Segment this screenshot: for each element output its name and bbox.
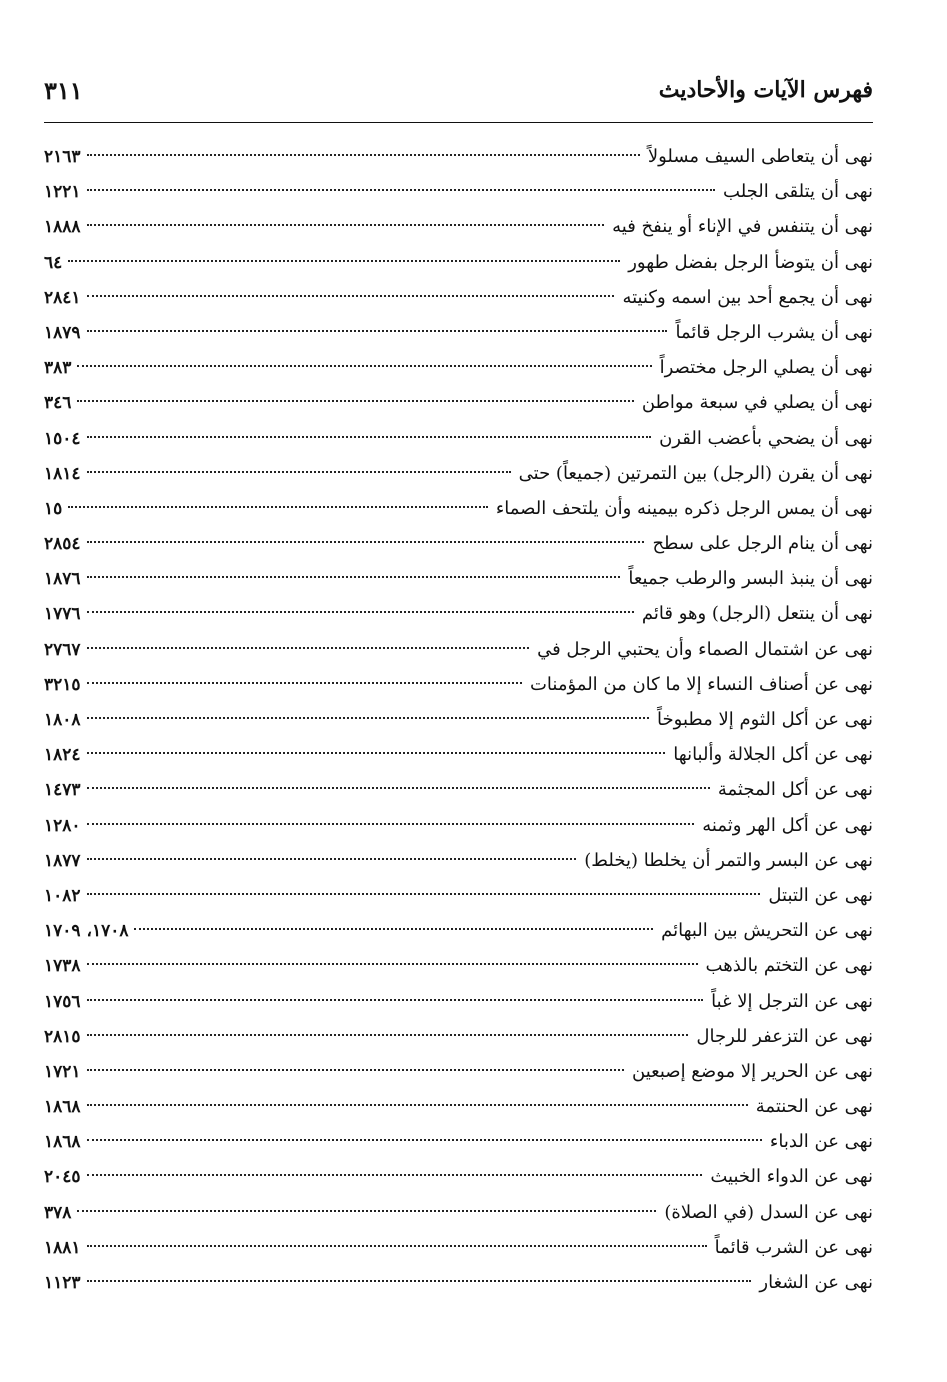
entry-text: نهى عن الدباء: [769, 1131, 873, 1153]
entry-reference-number: ٢٠٤٥: [44, 1167, 81, 1188]
index-entry: [44, 139, 873, 174]
entry-text: نهى عن الحرير إلا موضع إصبعين: [632, 1060, 873, 1082]
dot-leader: [87, 893, 761, 895]
index-entry: [44, 350, 873, 385]
entry-reference-number: ١٧٢١: [44, 1061, 81, 1082]
entry-reference-number: ١٨٧٦: [44, 569, 81, 590]
dot-leader: [87, 717, 650, 719]
entry-reference-number: ١٨١٤: [44, 463, 81, 484]
entry-reference-number: ١٢٨٠: [44, 815, 81, 836]
entry-text: نهى عن الترجل إلا غباً: [711, 990, 873, 1012]
entry-reference-number: ٢٨٤١: [44, 287, 81, 308]
entry-text: نهى أن يقرن (الرجل) بين التمرتين (جميعاً) حتى: [518, 462, 873, 484]
entry-reference-number: ١٧٣٨: [44, 956, 81, 977]
dot-leader: [77, 1210, 656, 1212]
dot-leader: [87, 963, 698, 965]
index-entry: [44, 1159, 873, 1194]
dot-leader: [87, 576, 621, 578]
dot-leader: [134, 928, 653, 930]
entry-text: نهى أن ينام الرجل على سطح: [652, 533, 873, 555]
entry-text: نهى أن ينبذ البسر والرطب جميعاً: [628, 568, 873, 590]
entry-reference-number: ١٧٧٦: [44, 604, 81, 625]
index-entry: [44, 315, 873, 350]
dot-leader: [87, 330, 668, 332]
entry-text: نهى عن أكل الثوم إلا مطبوخاً: [657, 709, 873, 730]
dot-leader: [87, 682, 522, 684]
dot-leader: [87, 471, 511, 473]
entry-reference-number: ١٨٢٤: [44, 745, 81, 766]
entry-reference-number: ٢٨٥٤: [44, 534, 81, 555]
entry-text: نهى أن يضحي بأعضب القرن: [659, 427, 873, 449]
dot-leader: [68, 260, 620, 262]
dot-leader: [87, 189, 716, 191]
index-entry: [44, 456, 873, 491]
entry-text: نهى أن ينتعل (الرجل) وهو قائم: [641, 603, 873, 625]
dot-leader: [87, 154, 640, 156]
dot-leader: [87, 1174, 703, 1176]
header-rule: [44, 122, 873, 123]
entry-text: نهى عن الحنتمة: [755, 1096, 873, 1118]
index-entry: [44, 1265, 873, 1300]
entry-reference-number: ١٨٧٩: [44, 322, 81, 343]
running-header: [44, 70, 873, 110]
entry-reference-number: ٣٨٣: [44, 358, 72, 379]
dot-leader: [87, 787, 710, 789]
index-entry: [44, 1054, 873, 1089]
entry-text: نهى عن الشغار: [759, 1272, 873, 1293]
entry-text: نهى عن أكل الجلالة وألبانها: [673, 744, 873, 766]
dot-leader: [87, 1104, 748, 1106]
entry-text: نهى عن البسر والتمر أن يخلطا (يخلط): [584, 849, 873, 871]
header-title: فهرس الآيات والأحاديث: [658, 77, 873, 103]
entry-text: نهى أن يشرب الرجل قائماً: [675, 321, 873, 343]
entry-reference-number: ٢١٦٣: [44, 147, 81, 167]
index-entry: [44, 209, 873, 244]
dot-leader: [87, 1245, 707, 1247]
entry-reference-number: ١٠٨٢: [44, 885, 81, 906]
entry-reference-number: ١٨٦٨: [44, 1097, 81, 1118]
entry-text: نهى أن يتلقى الجلب: [723, 181, 873, 203]
entry-reference-number: ١٧٥٦: [44, 991, 81, 1012]
entry-text: نهى أن يمس الرجل ذكره بيمينه وأن يلتحف الصماء: [495, 497, 873, 519]
dot-leader: [87, 823, 695, 825]
page-number: ٣١١: [44, 75, 83, 105]
entry-reference-number: ١٥٠٤: [44, 428, 81, 449]
entry-text: نهى عن الشرب قائماً: [714, 1236, 873, 1258]
entry-text: نهى عن التحريش بين البهائم: [661, 920, 873, 942]
dot-leader: [77, 365, 651, 367]
index-entry: [44, 984, 873, 1019]
dot-leader: [87, 1069, 625, 1071]
entry-text: نهى عن السدل (في الصلاة): [664, 1201, 873, 1223]
entry-reference-number: ٢٨١٥: [44, 1026, 81, 1047]
index-entries-list: [44, 139, 873, 1300]
index-entry: [44, 596, 873, 631]
index-entry: [44, 632, 873, 667]
entry-reference-number: ١٨٦٨: [44, 1132, 81, 1153]
dot-leader: [68, 506, 488, 508]
entry-reference-number: ١٨٨١: [44, 1237, 81, 1258]
dot-leader: [87, 541, 645, 543]
dot-leader: [87, 295, 615, 297]
entry-reference-number: ١٢٢١: [44, 182, 81, 203]
entry-reference-number: ٢٧٦٧: [44, 639, 81, 660]
dot-leader: [87, 1034, 689, 1036]
entry-text: نهى عن التزعفر للرجال: [696, 1025, 873, 1047]
entry-reference-number: ١٥: [44, 498, 63, 519]
entry-reference-number: ١١٢٣: [44, 1273, 81, 1293]
entry-reference-number: ١٨٨٨: [44, 217, 81, 238]
index-entry: [44, 245, 873, 280]
index-entry: [44, 667, 873, 702]
index-entry: [44, 174, 873, 209]
dot-leader: [87, 858, 577, 860]
entry-text: نهى عن الدواء الخبيث: [710, 1166, 873, 1188]
entry-reference-number: ٦٤: [44, 252, 63, 273]
dot-leader: [77, 400, 633, 402]
dot-leader: [87, 752, 666, 754]
entry-text: نهى أن يصلي الرجل مختصراً: [659, 357, 873, 379]
index-entry: [44, 913, 873, 948]
index-entry: [44, 772, 873, 807]
entry-text: نهى عن التبتل: [768, 884, 873, 906]
dot-leader: [87, 1280, 752, 1282]
index-entry: [44, 1230, 873, 1265]
dot-leader: [87, 436, 652, 438]
entry-text: نهى أن يتنفس في الإناء أو ينفخ فيه: [612, 216, 873, 238]
dot-leader: [87, 1139, 762, 1141]
dot-leader: [87, 611, 634, 613]
entry-text: نهى عن أكل الهر وثمنه: [702, 814, 873, 836]
index-entry: [44, 1089, 873, 1124]
entry-reference-number: ١٨٠٨: [44, 710, 81, 730]
entry-reference-number: ١٧٠٨، ١٧٠٩: [44, 921, 129, 942]
entry-text: نهى أن يتوضأ الرجل بفضل طهور: [628, 251, 873, 273]
index-entry: [44, 421, 873, 456]
index-entry: [44, 491, 873, 526]
entry-reference-number: ١٨٧٧: [44, 850, 81, 871]
index-entry: [44, 385, 873, 420]
entry-text: نهى أن يتعاطى السيف مسلولاً: [647, 146, 873, 167]
dot-leader: [87, 647, 530, 649]
entry-text: نهى أن يصلي في سبعة مواطن: [641, 392, 873, 414]
entry-reference-number: ٣٢١٥: [44, 674, 81, 695]
dot-leader: [87, 999, 704, 1001]
index-entry: [44, 702, 873, 737]
entry-text: نهى عن التختم بالذهب: [705, 955, 873, 977]
index-entry: [44, 843, 873, 878]
entry-text: نهى أن يجمع أحد بين اسمه وكنيته: [622, 286, 873, 308]
entry-reference-number: ١٤٧٣: [44, 780, 81, 801]
index-entry: [44, 280, 873, 315]
index-entry: [44, 526, 873, 561]
index-entry: [44, 737, 873, 772]
index-entry: [44, 1019, 873, 1054]
dot-leader: [87, 224, 605, 226]
index-entry: [44, 808, 873, 843]
entry-text: نهى عن أكل المجثمة: [717, 779, 873, 801]
index-entry: [44, 1195, 873, 1230]
index-entry: [44, 948, 873, 983]
entry-text: نهى عن اشتمال الصماء وأن يحتبي الرجل في: [537, 638, 873, 660]
index-entry: [44, 561, 873, 596]
entry-reference-number: ٣٤٦: [44, 393, 72, 414]
entry-reference-number: ٣٧٨: [44, 1202, 72, 1223]
index-entry: [44, 878, 873, 913]
index-entry: [44, 1124, 873, 1159]
entry-text: نهى عن أصناف النساء إلا ما كان من المؤمنات: [529, 673, 873, 695]
